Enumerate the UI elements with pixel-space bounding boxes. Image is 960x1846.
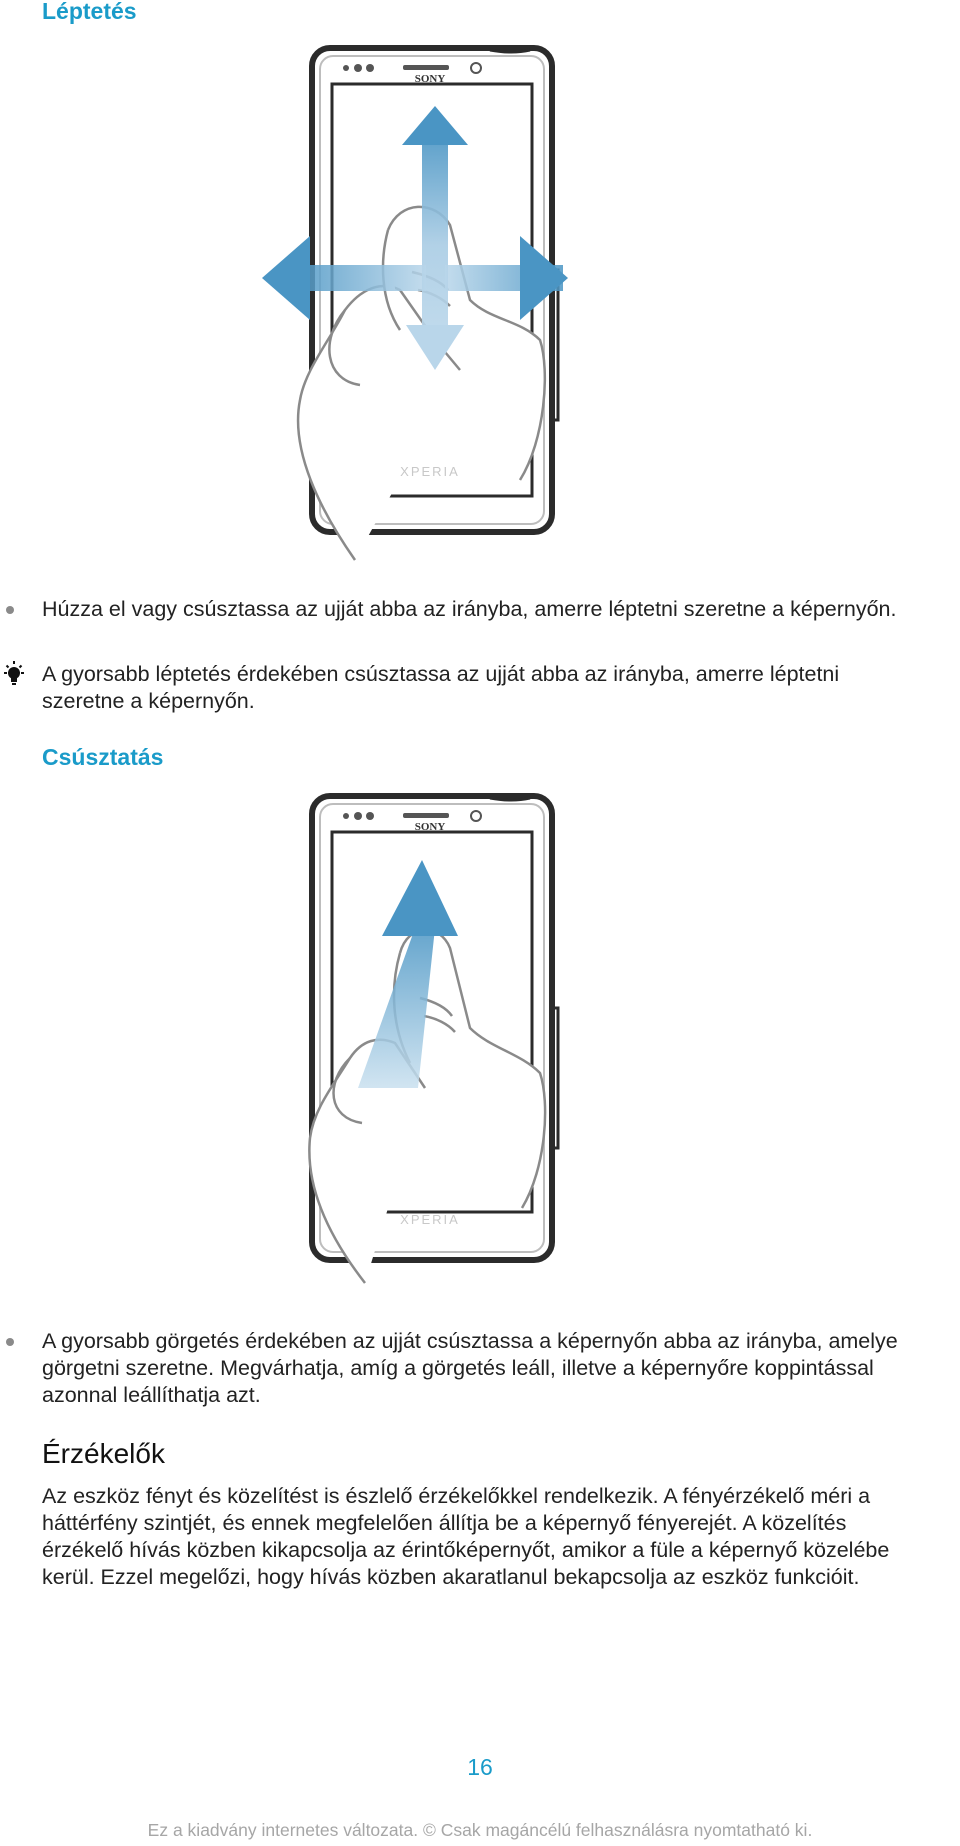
section-heading-flicking: Csúsztatás — [42, 744, 164, 770]
lightbulb-icon — [2, 660, 26, 686]
page-footer: Ez a kiadvány internetes változata. © Csak magáncélú felhasználásra nyomtatható ki. — [147, 1820, 813, 1840]
tip-text-panning: A gyorsabb léptetés érdekében csúsztassa az ujját abba az irányba, amerre léptetni szeretne a képernyőn. — [42, 662, 840, 713]
bullet-marker — [6, 606, 14, 614]
panning-illustration — [250, 40, 580, 580]
phone-brand-label: SONY — [414, 73, 446, 85]
flicking-illustration — [250, 788, 580, 1288]
section-heading-sensors: Érzékelők — [42, 1438, 165, 1469]
phone-model-label: XPERIA — [400, 1212, 460, 1227]
bullet-text-flicking: A gyorsabb görgetés érdekében az ujját csúsztassa a képernyőn abba az irányba, amelye görgetni szeretne. Megvárhatja, amíg a görgetés leáll, illetve a képernyőre koppintással azonnal leállíthatja azt. — [42, 1329, 898, 1407]
sensors-body-text: Az eszköz fényt és közelítést is észlelő érzékelőkkel rendelkezik. A fényérzékelő méri a háttérfény szintjét, és ennek megfelelően állítja be a képernyő fényerejét. A közelítés érzékelő hívás közben kikapcsolja az érintőképernyőt, amikor a füle a képernyő közelébe kerül. Ezzel megelőzi, hogy hívás közben akaratlanul bekapcsolja az eszköz funkcióit. — [42, 1484, 890, 1589]
section-heading-panning: Léptetés — [42, 0, 137, 24]
phone-brand-label: SONY — [414, 821, 446, 833]
phone-model-label: XPERIA — [400, 464, 460, 479]
page-number: 16 — [467, 1754, 493, 1780]
bullet-text-panning: Húzza el vagy csúsztassa az ujját abba az irányba, amerre léptetni szeretne a képernyőn. — [42, 597, 897, 621]
bullet-marker — [6, 1338, 14, 1346]
